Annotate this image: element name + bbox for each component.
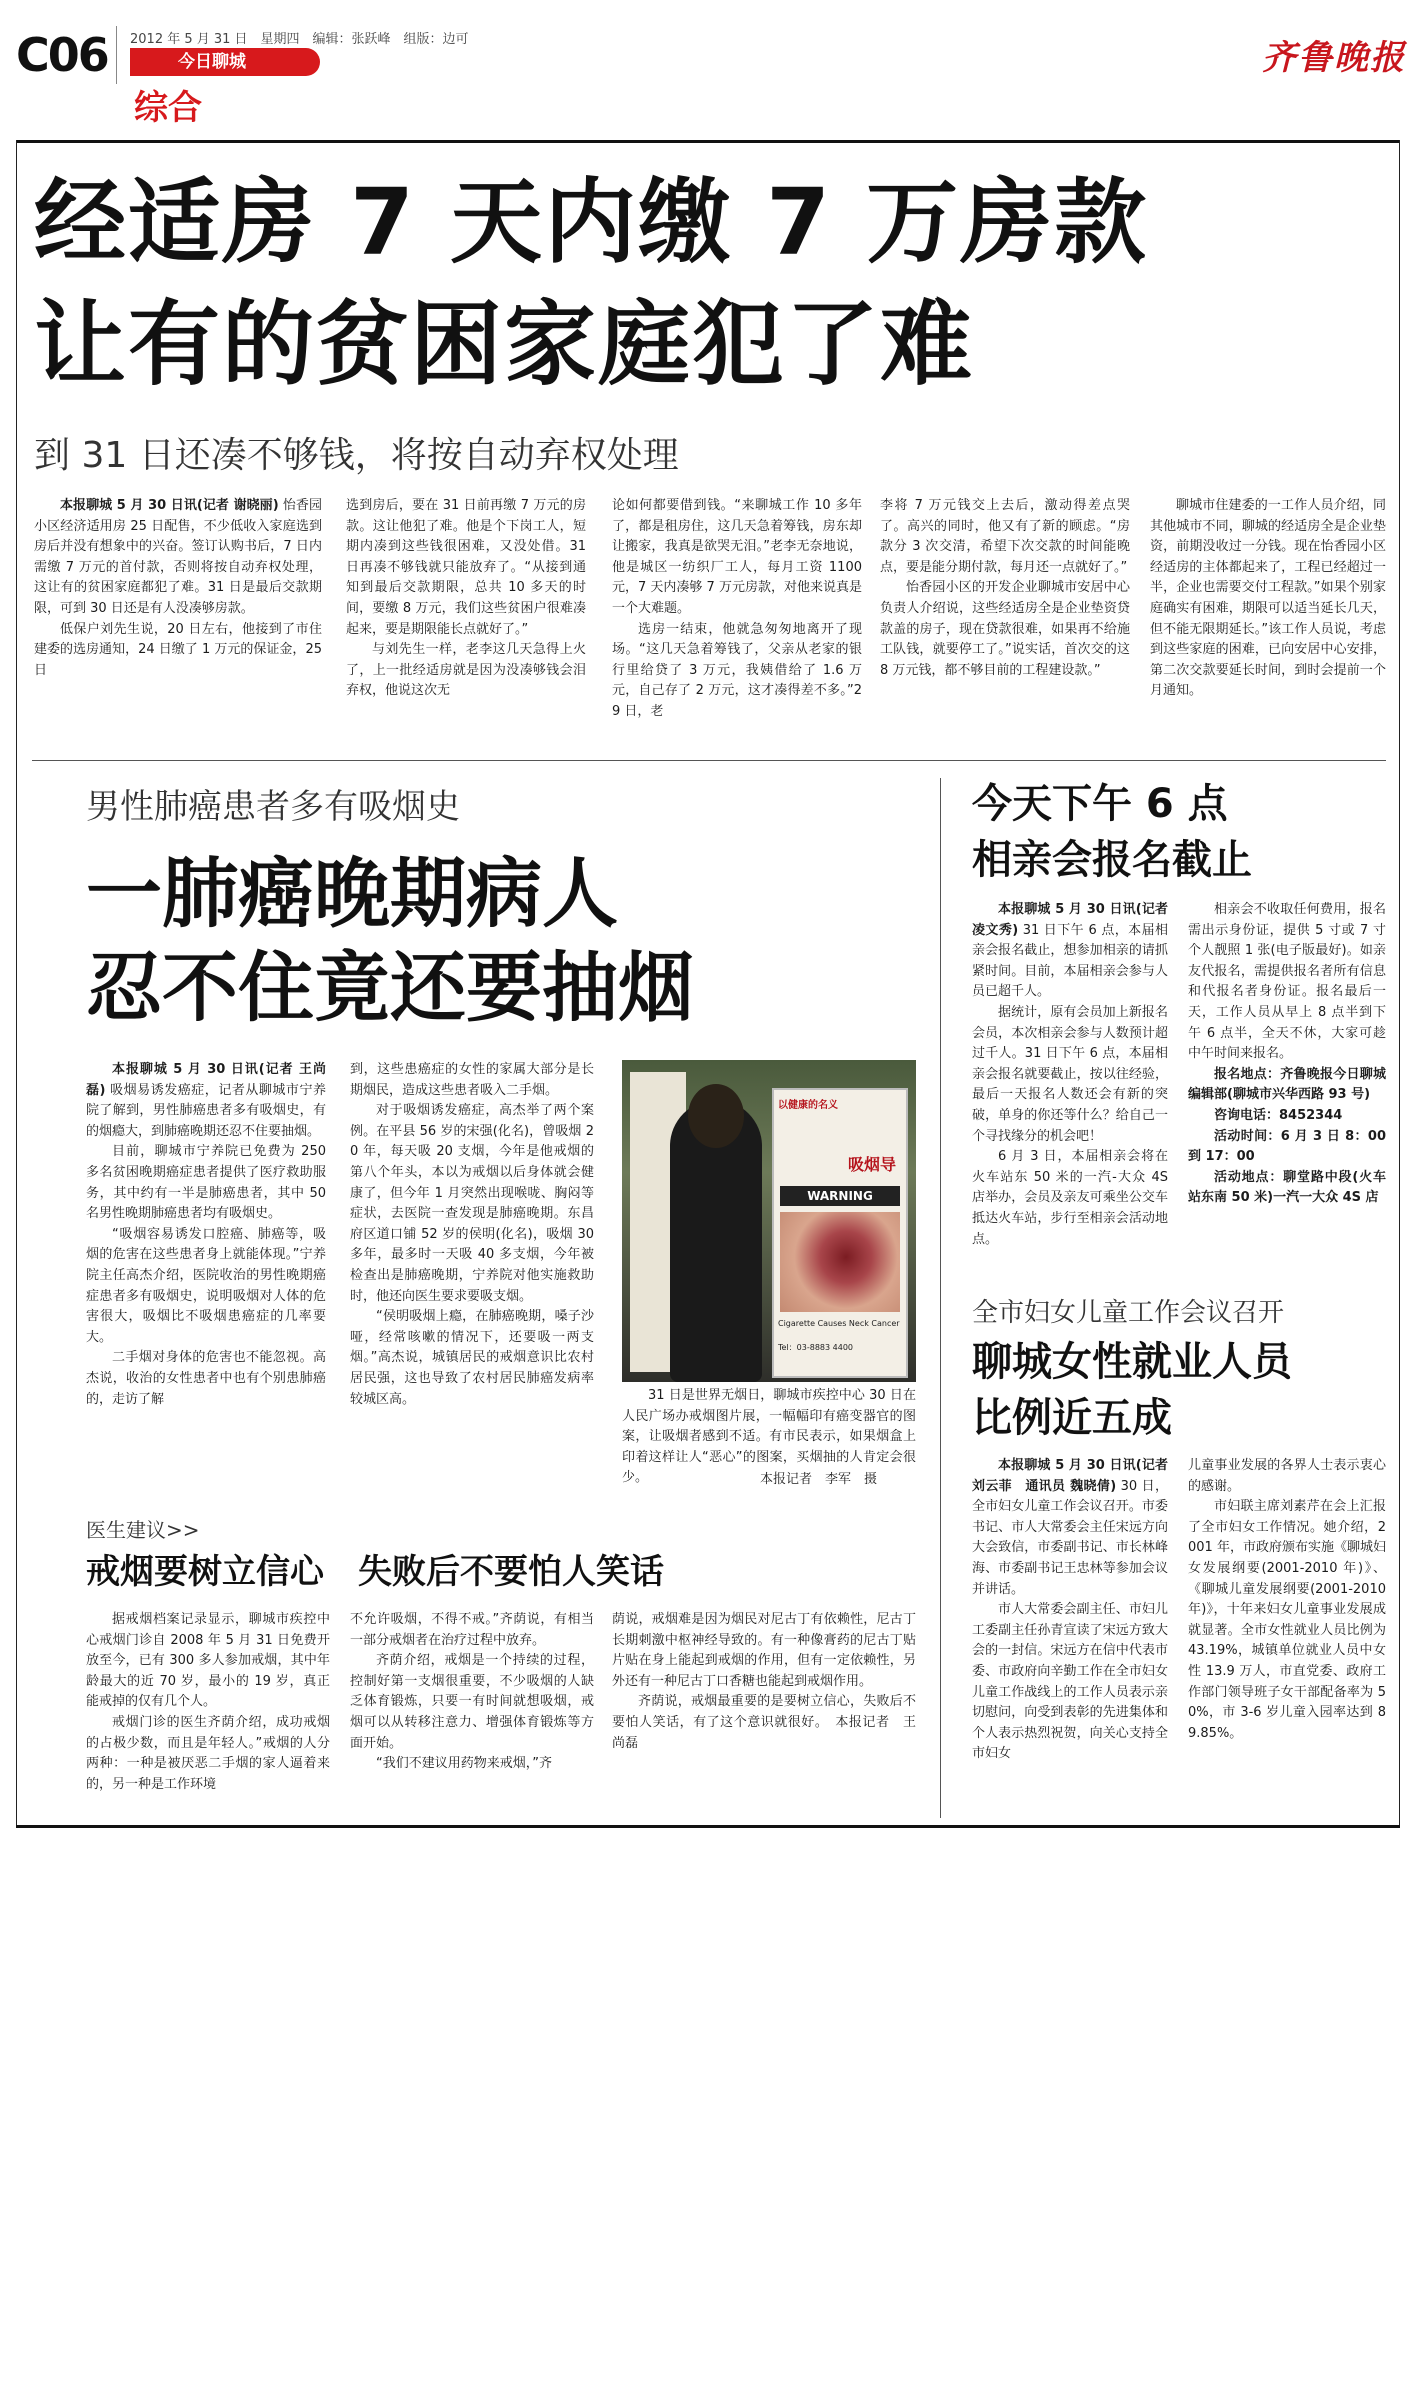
advice-title: 戒烟要树立信心 失败后不要怕人笑话 [86, 1552, 664, 1592]
photo-person-head [688, 1084, 744, 1148]
lead-column-2: 选到房后，要在 31 日前再缴 7 万元的房款。这让他犯了难。他是个下岗工人，短期内凑到这些钱很困难，又没处借。31 日再凑不够钱就只能放弃了。“从接到通知到最后交款期限，总共 10 多天的时间，要缴 8 万元，我们这些贫困户很难凑起来，要是期限能长点就好了。” 与刘先生一样，老李这几天急得上火了，上一批经适房就是因为没凑够钱会泪弃权，他说这次无 [346, 498, 586, 699]
lead-column-5: 聊城市住建委的一工作人员介绍，同其他城市不同，聊城的经适房全是企业垫资，前期没收过一分钱。现在怡香园小区经适房的主体都起来了，工程已经超过一半，企业也需要交付工程款。”如果个别家庭确实有困难，期限可以适当延长几天，但不能无限期延长。”该工作人员说，考虑到这些家庭的困难，已向安居中心安排，第二次交款要延长时间，到时会提前一个月通知。 [1150, 498, 1386, 699]
bottom-rule [16, 1825, 1400, 1828]
lung-column-2: 到，这些患癌症的女性的家属大部分是长期烟民，造成这些患者吸入二手烟。 对于吸烟诱发癌症，高杰举了两个案例。在平县 56 岁的宋强(化名)，曾吸烟 20 年，每天吸 20 支烟，今年是他戒烟的第八个年头，本以为戒烟以后身体就会健康了，但今年 1 月突然出现喉咙、胸闷等症状，去医院一查发现是肺癌晚期。东昌府区道口铺 52 岁的侯明(化名)，吸烟 30 多年，最多时一天吸 40 多支烟，今年被检查出是肺癌晚期，宁养院对他实施救助时，他还向医生要求要吸支烟。 “侯明吸烟上瘾，在肺癌晚期，嗓子沙哑，经常咳嗽的情况下，还要吸一两支烟。”高杰说，城镇居民的戒烟意识比农村居民强，这也导致了农村居民肺癌发病率较城区高。 [350, 1062, 594, 1407]
masthead-divider [116, 26, 117, 84]
lead-column-4: 李将 7 万元钱交上去后，激动得差点哭了。高兴的同时，他又有了新的顾虑。“房款分 3 次交清，希望下次交款的时间能晚点，要是能分期付款，每月还一点就好了。” 怡香园小区的开发企业聊城市安居中心负责人介绍说，这些经适房全是企业垫资贷款盖的房子，现在贷款很难，如果再不给施工队钱，就要停工了。”说实话，首次交的这 8 万元钱，都不够目前的工程建设款。” [880, 498, 1130, 678]
poster-tel: Tel：03-8883 4400 [778, 1343, 853, 1352]
poster-top-text: 以健康的名义 [778, 1100, 838, 1111]
section-tag [130, 48, 320, 76]
lead-column-1: 本报聊城 5 月 30 日讯(记者 谢晓丽) 怡香园小区经济适用房 25 日配售，不少低收入家庭选到房后并没有想象中的兴奋。签订认购书后，7 日内需缴 7 万元的首付款，否则将按自动弃权处理，这让有的贫困家庭都犯了难。31 日是最后交款期限，可到 30 日还是有人没凑够房款。 低保户刘先生说，20 日左右，他接到了市住建委的选房通知，24 日缴了 1 万元的保证金，25 日 [34, 498, 322, 678]
advice-column-1: 据戒烟档案记录显示，聊城市疾控中心戒烟门诊自 2008 年 5 月 31 日免费开放至今，已有 300 多人参加戒烟，其中年龄最大的近 70 岁，最小的 19 岁，真正能戒掉的仅有几个人。 戒烟门诊的医生齐荫介绍，成功戒烟的占极少数，而且是年轻人。”戒烟的人分两种：一种是被厌恶二手烟的家人逼着来的，另一种是工作环境 [86, 1612, 330, 1792]
top-rule [16, 140, 1400, 143]
advice-column-3: 荫说，戒烟难是因为烟民对尼古丁有依赖性，尼古丁长期刺激中枢神经导致的。有一种像膏药的尼古丁贴片贴在身上能起到戒烟的作用，但有一定依赖性，另外还有一种尼古丁口香糖也能起到戒烟作用。 齐荫说，戒烟最重要的是要树立信心，失败后不要怕人笑话，有了这个意识就很好。 本报记者 王尚磊 [612, 1612, 916, 1751]
dating-title-line2: 相亲会报名截止 [972, 837, 1252, 883]
lead-subtitle: 到 31 日还凑不够钱，将按自动弃权处理 [34, 435, 679, 476]
logo: 齐鲁晚报 [1262, 38, 1406, 78]
lead-bottom-rule [32, 760, 1386, 761]
section-tag-label: 今日聊城 [178, 52, 246, 72]
dating-column-1: 本报聊城 5 月 30 日讯(记者 凌文秀) 31 日下午 6 点，本届相亲会报名截止，想参加相亲的请抓紧时间。目前，本届相亲会参与人员已超千人。 据统计，原有会员加上新报名会员，本次相亲会参与人数预计超过千人。31 日下午 6 点，本届相亲会报名就要截止，按以往经验，最后一天报名人数还会有新的突破，单身的你还等什么？给自己一个寻找缘分的机会吧！ 6 月 3 日，本届相亲会将在火车站东 50 米的一汽-大众 4S 店举办，会员及亲友可乘坐公交车抵达火车站，步行至相亲会活动地点。 [972, 902, 1182, 1247]
women-column-1: 本报聊城 5 月 30 日讯(记者 刘云菲 通讯员 魏晓倩) 30 日，全市妇女儿童工作会议召开。市委书记、市人大常委会主任宋远方向大会致信，市委副书记、市长林峰海、市委副书记王忠林等参加会议并讲话。 市人大常委会副主任、市妇儿工委副主任孙青宣读了宋远方致大会的一封信。宋远方在信中代表市委、市政府向辛勤工作在全市妇女儿童工作战线上的工作人员表示亲切慰问，向受到表彰的先进集体和个人表示热烈祝贺，向关心支持全市妇女 [972, 1458, 1182, 1762]
advice-kicker: 医生建议>> [86, 1518, 200, 1542]
poster-image [780, 1212, 900, 1312]
date-line: 2012 年 5 月 31 日 星期四 编辑：张跃峰 组版：边可 [130, 32, 469, 47]
lead-title-line1: 经适房 7 天内缴 7 万房款 [34, 169, 1149, 276]
poster-warning: WARNING [780, 1186, 900, 1206]
frame-right [1399, 140, 1400, 1828]
lung-title-line2: 忍不住竟还要抽烟 [86, 943, 694, 1032]
page-number: C06 [16, 28, 108, 82]
section-name: 综合 [134, 88, 202, 128]
lung-column-1: 本报聊城 5 月 30 日讯(记者 王尚磊) 吸烟易诱发癌症，记者从聊城市宁养院了解到，男性肺癌患者多有吸烟史，有的烟瘾大，到肺癌晚期还忍不住要抽烟。 目前，聊城市宁养院已免费为 250 多名贫困晚期癌症患者提供了医疗救助服务，其中约有一半是肺癌患者，其中 50 名男性晚期肺癌患者均有吸烟史。 “吸烟容易诱发口腔癌、肺癌等，吸烟的危害在这些患者身上就能体现。”宁养院主任高杰介绍，医院收治的男性晚期癌症患者多有吸烟史，说明吸烟对人体的危害很大，吸烟比不吸烟患癌症的几率要大。 二手烟对身体的危害也不能忽视。高杰说，收治的女性患者中也有个别患肺癌的，走访了解 [86, 1062, 326, 1407]
right-section-divider [940, 778, 941, 1818]
lung-title-line1: 一肺癌晚期病人 [86, 849, 618, 938]
poster-side-text: 吸烟导 [848, 1155, 897, 1174]
lead-column-3: 论如何都要借到钱。“来聊城工作 10 多年了，都是租房住，这几天急着筹钱，房东却让搬家，我真是欲哭无泪。”老李无奈地说，他是城区一纺织厂工人，每月工资 1100 元，7 天内凑够 7 万元房款，对他来说真是一个大难题。 选房一结束，他就急匆匆地离开了现场。“这几天急着筹钱了，父亲从老家的银行里给贷了 3 万元，我姨借给了 1.6 万元，自己存了 2 万元，这才凑得差不多。”29 日，老 [612, 498, 862, 719]
photo-credit: 本报记者 李军 摄 [760, 1472, 878, 1487]
dating-column-2: 相亲会不收取任何费用，报名需出示身份证，提供 5 寸或 7 寸个人靓照 1 张(电子版最好)。如亲友代报名，需提供报名者所有信息和代报名者身份证。报名最后一天，工作人员从早上 8 点半到下午 6 点半，全天不休，大家可趁中午时间来报名。 报名地点：齐鲁晚报今日聊城编辑部(聊城市兴华西路 93 号) 咨询电话：8452344 活动时间：6 月 3 日 8：00 到 17：00 活动地点：聊堂路中段(火车站东南 50 米)一汽一大众 4S 店 [1188, 902, 1386, 1206]
women-title-line2: 比例近五成 [972, 1395, 1172, 1441]
smoking-photo [622, 1060, 916, 1382]
women-column-2: 儿童事业发展的各界人士表示衷心的感谢。 市妇联主席刘素芹在会上汇报了全市妇女工作情况。她介绍，2001 年，市政府颁布实施《聊城妇女发展纲要(2001-2010 年)》、《聊城儿童发展纲要(2001-2010 年)》，十年来妇女儿童事业发展成就显著。全市女性就业人员比例为 43.19%，城镇单位就业人员中女性 13.9 万人，市直党委、政府工作部门领导班子女干部配备率为 50%，市 3-6 岁儿童入园率达到 89.85%。 [1188, 1458, 1386, 1741]
lead-title-line2: 让有的贫困家庭犯了难 [34, 291, 975, 398]
advice-column-2: 不允许吸烟，不得不戒。”齐荫说，有相当一部分戒烟者在治疗过程中放弃。 齐荫介绍，戒烟是一个持续的过程，控制好第一支烟很重要，不少吸烟的人缺乏体育锻炼，只要一有时间就想吸烟，戒烟可以从转移注意力、增强体育锻炼等方面开始。 “我们不建议用药物来戒烟，”齐 [350, 1612, 594, 1772]
photo-caption: 31 日是世界无烟日，聊城市疾控中心 30 日在人民广场办戒烟图片展，一幅幅印有癌变器官的图案，让吸烟者感到不适。有市民表示，如果烟盒上印着这样让人“恶心”的图案，买烟抽的人肯定会很少。 [622, 1388, 916, 1486]
women-kicker: 全市妇女儿童工作会议召开 [972, 1298, 1285, 1328]
women-title-line1: 聊城女性就业人员 [972, 1339, 1292, 1385]
poster-caption: Cigarette Causes Neck Cancer [778, 1319, 900, 1328]
dating-title-line1: 今天下午 6 点 [972, 781, 1228, 827]
frame-left [16, 140, 17, 1828]
photo-poster [772, 1088, 908, 1378]
lung-kicker: 男性肺癌患者多有吸烟史 [86, 787, 460, 827]
